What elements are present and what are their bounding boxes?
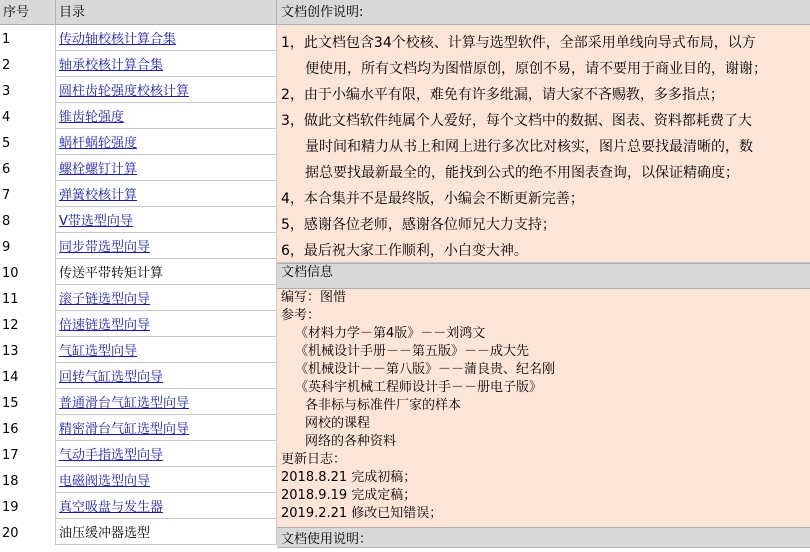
header-description: 文档创作说明: — [277, 0, 810, 25]
desc-line: 量时间和精力从书上和网上进行多次比对核实，图片总要找最清晰的，数 — [305, 139, 753, 155]
row-number: 8 — [0, 207, 56, 233]
desc-line: 4，本合集并不是最终版，小编会不断更新完善； — [281, 191, 584, 207]
table-row — [0, 285, 277, 311]
row-number: 14 — [0, 363, 56, 389]
row-number: 10 — [0, 259, 56, 285]
row-number: 19 — [0, 493, 56, 519]
directory-link[interactable]: 回转气缸选型向导 — [56, 363, 277, 389]
directory-link[interactable]: V带选型向导 — [56, 207, 277, 233]
desc-line: 5，感谢各位老师，感谢各位师兄大力支持； — [281, 217, 556, 233]
table-row — [0, 441, 277, 467]
row-number: 18 — [0, 467, 56, 493]
update-log-entry: 2018.8.21 完成初稿； — [281, 470, 417, 485]
table-row — [0, 25, 277, 51]
reference-item: 《英科宇机械工程师设计手－－册电子版》 — [295, 380, 543, 395]
directory-link[interactable]: 螺栓螺钉计算 — [56, 155, 277, 181]
directory-link[interactable]: 滚子链选型向导 — [56, 285, 277, 311]
table-row — [0, 389, 277, 415]
row-number: 1 — [0, 25, 56, 51]
row-number: 12 — [0, 311, 56, 337]
table-row — [0, 493, 277, 519]
directory-link[interactable]: 油压缓冲器选型 — [56, 519, 277, 545]
table-row — [0, 129, 277, 155]
row-number: 6 — [0, 155, 56, 181]
directory-link[interactable]: 精密滑台气缸选型向导 — [56, 415, 277, 441]
row-number: 16 — [0, 415, 56, 441]
reference-item: 各非标与标准件厂家的样本 — [305, 398, 462, 413]
directory-link[interactable]: 真空吸盘与发生器 — [56, 493, 277, 519]
directory-link[interactable]: 蜗杆蜗轮强度 — [56, 129, 277, 155]
directory-link[interactable]: 普通滑台气缸选型向导 — [56, 389, 277, 415]
reference-item: 网络的各种资料 — [305, 434, 397, 449]
row-number: 17 — [0, 441, 56, 467]
directory-link[interactable]: 传动轴校核计算合集 — [56, 25, 277, 51]
desc-line: 2，由于小编水平有限，难免有许多纰漏，请大家不吝赐教，多多指点； — [281, 87, 724, 103]
update-log-label: 更新日志： — [281, 452, 347, 467]
update-log-entry: 2019.2.21 修改已知错误； — [281, 506, 443, 521]
row-number: 15 — [0, 389, 56, 415]
row-number: 4 — [0, 103, 56, 129]
table-row — [0, 181, 277, 207]
directory-link[interactable]: 气动手指选型向导 — [56, 441, 277, 467]
table-row — [0, 467, 277, 493]
row-number: 11 — [0, 285, 56, 311]
row-number: 5 — [0, 129, 56, 155]
table-row — [0, 103, 277, 129]
table-row — [0, 155, 277, 181]
table-row — [0, 311, 277, 337]
usage-header: 文档使用说明： — [277, 527, 810, 548]
table-row — [0, 77, 277, 103]
table-row — [0, 259, 277, 285]
header-directory: 目录 — [56, 0, 277, 25]
author-line: 编写：图惜 — [281, 290, 347, 305]
directory-link[interactable]: 传送平带转矩计算 — [56, 259, 277, 285]
directory-link[interactable]: 轴承校核计算合集 — [56, 51, 277, 77]
directory-link[interactable]: 电磁阀选型向导 — [56, 467, 277, 493]
table-row — [0, 51, 277, 77]
desc-line: 6，最后祝大家工作顺利，小白变大神。 — [281, 243, 528, 259]
table-row — [0, 363, 277, 389]
desc-line: 便使用，所有文档均为图惜原创，原创不易，请不要用于商业目的，谢谢； — [305, 61, 767, 77]
reference-item: 《机械设计－－第八版》－－蒲良贵、纪名刚 — [295, 362, 556, 377]
reference-item: 《材料力学－第4版》－－刘鸿文 — [295, 326, 486, 341]
directory-link[interactable]: 弹簧校核计算 — [56, 181, 277, 207]
table-row — [0, 415, 277, 441]
info-header: 文档信息 — [277, 263, 810, 289]
row-number: 9 — [0, 233, 56, 259]
header-serial: 序号 — [0, 0, 56, 25]
references-label: 参考： — [281, 308, 321, 323]
directory-link[interactable]: 锥齿轮强度 — [56, 103, 277, 129]
info-panel — [277, 289, 810, 527]
row-number: 3 — [0, 77, 56, 103]
directory-link[interactable]: 气缸选型向导 — [56, 337, 277, 363]
update-log-entry: 2018.9.19 完成定稿； — [281, 488, 417, 503]
table-row — [0, 207, 277, 233]
directory-link[interactable]: 圆柱齿轮强度校核计算 — [56, 77, 277, 103]
row-number: 20 — [0, 519, 56, 545]
desc-line: 3，做此文档软件纯属个人爱好，每个文档中的数据、图表、资料都耗费了大 — [281, 113, 752, 129]
reference-item: 网校的课程 — [305, 416, 371, 431]
table-row — [0, 519, 277, 545]
table-row — [0, 337, 277, 363]
directory-link[interactable]: 同步带选型向导 — [56, 233, 277, 259]
table-row — [0, 233, 277, 259]
desc-line: 据总要找最新最全的，能找到公式的绝不用图表查询，以保证精确度； — [305, 165, 739, 181]
row-number: 7 — [0, 181, 56, 207]
desc-line: 1，此文档包含34个校核、计算与选型软件，全部采用单线向导式布局，以方 — [281, 35, 756, 51]
row-number: 13 — [0, 337, 56, 363]
reference-item: 《机械设计手册－－第五版》－－成大先 — [295, 344, 530, 359]
description-panel — [277, 25, 810, 263]
row-number: 2 — [0, 51, 56, 77]
directory-link[interactable]: 倍速链选型向导 — [56, 311, 277, 337]
